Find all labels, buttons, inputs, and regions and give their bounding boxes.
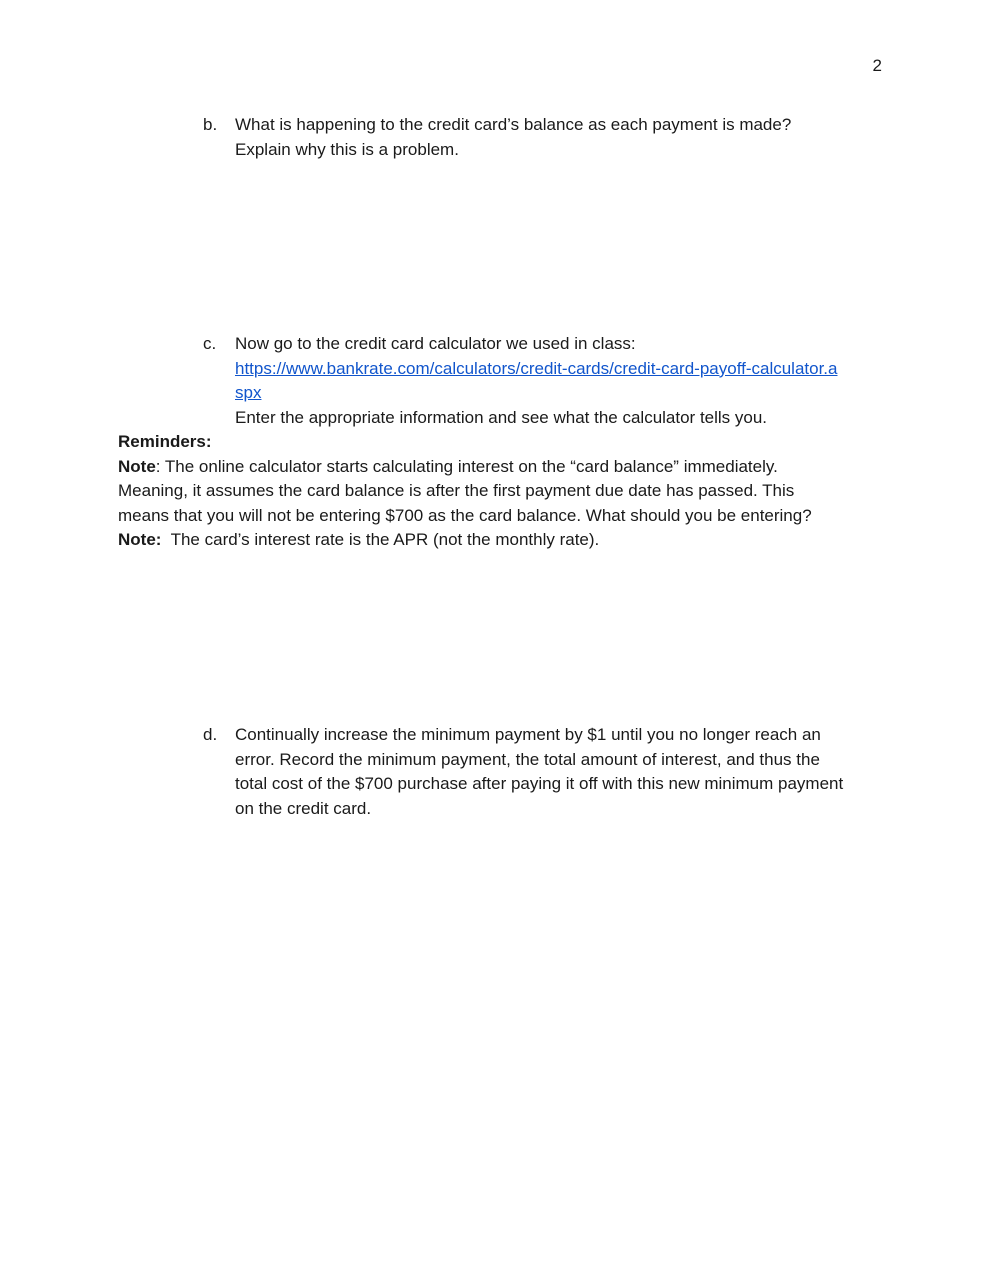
page-number: 2 [872, 56, 882, 75]
note-1-line-1 [118, 455, 898, 480]
question-d-line-3: total cost of the $700 purchase after paying it off with this new minimum payment [235, 774, 844, 793]
question-d-text [235, 723, 893, 821]
note-2-line [118, 528, 898, 553]
note-1-line-3: means that you will not be entering $700 as the card balance. What should you be entering? [118, 505, 812, 525]
question-b-line-2: Explain why this is a problem. [235, 139, 459, 159]
calculator-link-line-1[interactable]: https://www.bankrate.com/calculators/credit-cards/credit-card-payoff-calculator.a [235, 358, 838, 378]
question-b-text [235, 113, 893, 162]
question-d-line-2: error. Record the minimum payment, the total amount of interest, and thus the [235, 749, 820, 769]
note-1-text: : The online calculator starts calculating interest on the “card balance” immediately. [155, 456, 778, 476]
note-2-label: Note: [118, 530, 162, 549]
reminders-heading: Reminders: [118, 432, 212, 451]
reminders-section [118, 430, 898, 553]
question-d [203, 723, 893, 821]
question-c-instruction: Enter the appropriate information and see what the calculator tells you. [235, 407, 768, 427]
question-c [203, 332, 893, 430]
question-c-intro: Now go to the credit card calculator we used in class: [235, 334, 636, 353]
question-c-marker: c. [203, 334, 217, 353]
question-c-text [235, 332, 893, 430]
note-1-line-2: Meaning, it assumes the card balance is after the first payment due date has passed. This [118, 481, 795, 500]
question-d-line-4: on the credit card. [235, 798, 372, 818]
question-d-line-1: Continually increase the minimum payment by $1 until you no longer reach an [235, 725, 821, 744]
question-d-marker: d. [203, 725, 218, 744]
note-1-label: Note [118, 456, 156, 476]
calculator-link-line-2[interactable]: spx [235, 383, 262, 402]
question-b-line-1: What is happening to the credit card’s balance as each payment is made? [235, 115, 792, 134]
question-b-marker: b. [203, 115, 218, 134]
note-2-text: The card’s interest rate is the APR (not the monthly rate). [161, 530, 600, 549]
question-b [203, 113, 893, 162]
